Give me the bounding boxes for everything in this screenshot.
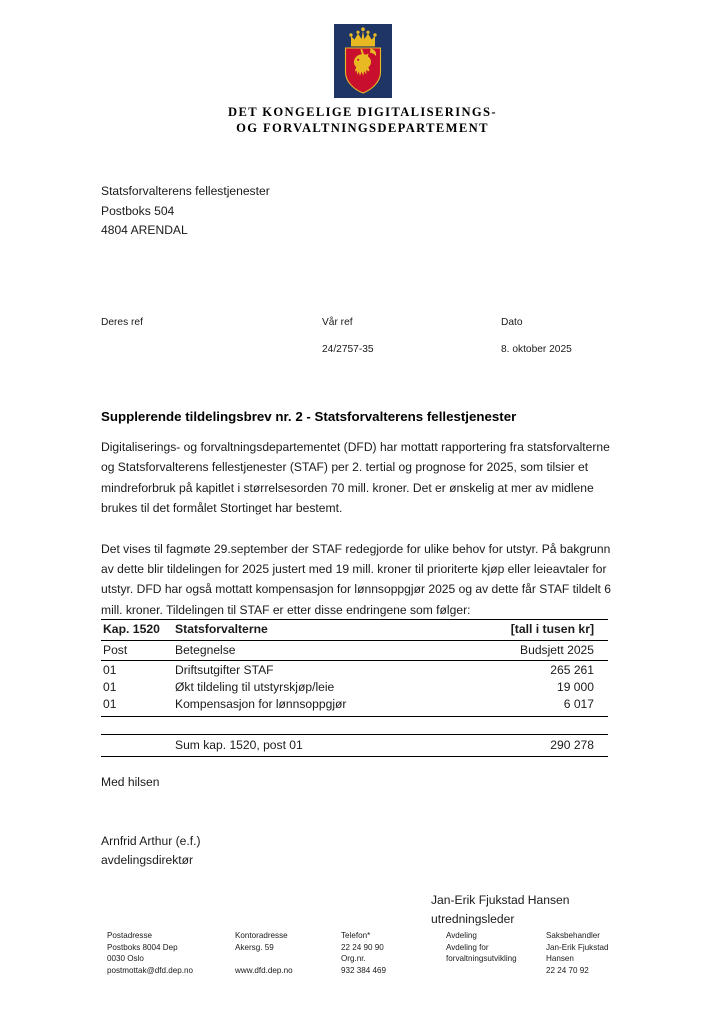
footer-column-kontoradresse [235,930,339,976]
letter-body [101,408,625,620]
footer-email[interactable]: postmottak@dfd.dep.no [107,965,194,975]
footer-heading: Postadresse [107,931,152,940]
recipient-address-block [101,182,270,241]
footer-line: Avdeling for [446,942,489,952]
signature-block-right [431,891,625,930]
var-ref-value: 24/2757-35 [322,344,374,355]
footer-heading: Telefon* [341,931,371,940]
cell-budget: 265 261 [550,663,594,677]
page-title: Supplerende tildelingsbrev nr. 2 - Statsforvalterens fellestjenester [101,409,517,424]
cell-betegnelse: Kompensasjon for lønnsoppgjør [175,696,475,716]
footer-line: 22 24 90 90 [341,942,384,952]
cell-budget: 6 017 [475,696,608,716]
recipient-name: Statsforvalterens fellestjenester [101,184,270,198]
table-row [101,661,608,680]
column-header-post: Post [101,641,175,661]
footer-column-postadresse [107,930,235,976]
table-sum-row [101,734,608,756]
footer-column-saksbehandler [546,930,656,976]
footer-line: 0030 Oslo [107,954,144,964]
table-column-header-row [101,641,608,661]
department-name [0,104,725,136]
chapter-label: Kap. 1520 [101,620,175,641]
footer-line: forvaltningsutvikling [446,954,517,964]
table-row [101,696,608,716]
sum-label: Sum kap. 1520, post 01 [175,734,475,756]
footer-line: Jan-Erik Fjukstad [546,942,609,952]
cell-post: 01 [101,696,175,716]
footer-column-telefon [341,930,441,976]
cell-budget: 19 000 [557,680,594,695]
footer-line: Postboks 8004 Dep [107,942,178,952]
cell-post: 01 [103,663,117,677]
unit-note: [tall i tusen kr] [475,620,608,641]
body-paragraph-1: Digitaliserings- og forvaltningsdepartementet (DFD) har mottatt rapportering fra statsforvalterne og Statsforvalterens fellestjenester (STAF) per 2. tertial og prognose for 2025, som tilsier et mindreforbruk på kapitlet i størrelsesorden 70 mill. kroner. Det er ønskelig at mer av midlene brukes til det formålet Stortinget har bestemt. [101,440,610,516]
department-name-line1: DET KONGELIGE DIGITALISERINGS- [228,105,497,119]
cell-post: 01 [103,680,117,695]
sum-value: 290 278 [475,734,608,756]
chapter-name: Statsforvalterne [175,620,475,641]
footer-spacer [235,953,339,965]
deres-ref-label: Deres ref [101,317,143,328]
table-header-chapter-row [101,620,608,641]
footer-line: Hansen [546,954,574,964]
footer-line: Akersg. 59 [235,942,274,952]
dato-column [501,316,572,357]
budget-table [101,619,608,757]
letterhead [0,24,725,136]
footer-line: Org.nr. [341,954,366,964]
signer1-title: avdelingsdirektør [101,853,194,867]
footer-line: 22 24 70 92 [546,965,589,975]
closing-greeting: Med hilsen [101,775,160,789]
dato-value: 8. oktober 2025 [501,344,572,355]
body-paragraph-2: Det vises til fagmøte 29.september der STAF redegjorde for ulike behov for utstyr. På bakgrunn av dette blir tildelingen for 2025 justert med 19 mill. kroner til prioriterte kjøp eller leieavtaler for utstyr. DFD har også mottatt kompensasjon for lønnsoppgjør 2025 og av dette får STAF tildelt 6 mill. kroner. Tildelingen til STAF er etter disse endringene som følger: [101,541,611,617]
department-name-line2: OG FORVALTNINGSDEPARTEMENT [236,121,489,135]
footer-heading: Kontoradresse [235,931,288,940]
var-ref-label: Vår ref [322,317,353,328]
var-ref-column [322,316,374,357]
norwegian-coat-of-arms-icon [334,24,392,98]
column-header-betegnelse: Betegnelse [175,641,475,661]
footer-column-avdeling [446,930,546,965]
table-spacer-row [101,716,608,734]
footer-line: 932 384 469 [341,965,387,975]
recipient-postbox: Postboks 504 [101,203,175,218]
footer-heading: Saksbehandler [546,931,600,940]
footer-website[interactable]: www.dfd.dep.no [235,965,293,975]
dato-label: Dato [501,317,523,328]
signer2-name: Jan-Erik Fjukstad Hansen [431,892,570,907]
recipient-city: 4804 ARENDAL [101,223,188,237]
signature-block-left [101,832,625,871]
signer2-title: utredningsleder [431,912,515,926]
signer1-name: Arnfrid Arthur (e.f.) [101,833,201,848]
cell-betegnelse: Økt tildeling til utstyrskjøp/leie [175,680,335,695]
page-footer [101,930,625,986]
closing-block [101,773,625,930]
deres-ref-column [101,316,143,343]
footer-heading: Avdeling [446,931,477,940]
table-row [101,679,608,696]
column-header-budget: Budsjett 2025 [475,641,608,661]
cell-betegnelse: Driftsutgifter STAF [175,663,274,677]
